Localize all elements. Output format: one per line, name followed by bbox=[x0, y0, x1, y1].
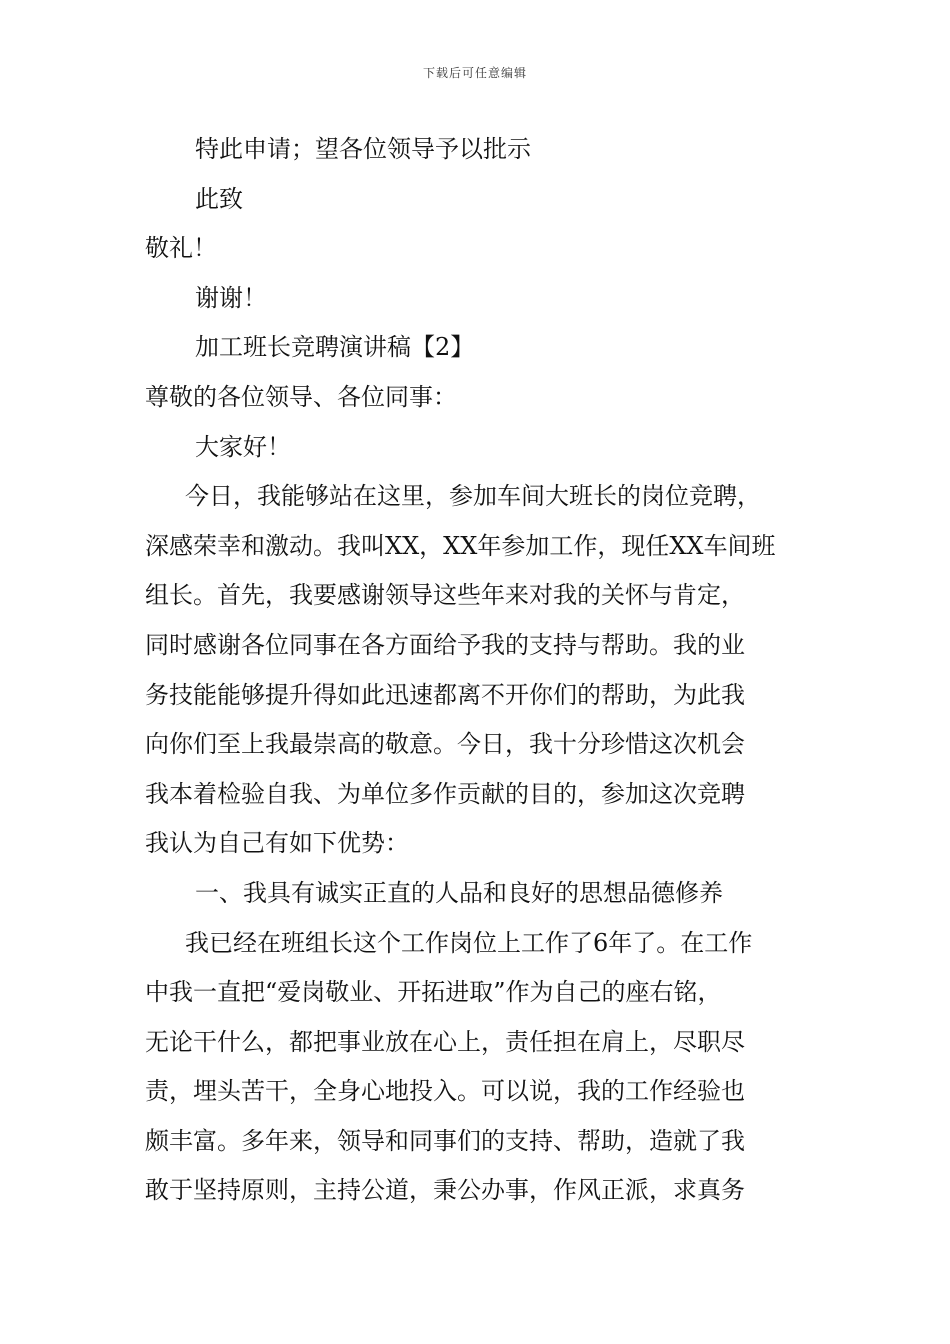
text-line: 我认为自己有如下优势： bbox=[145, 829, 409, 858]
text-line: 谢谢！ bbox=[195, 283, 267, 312]
text-line: 此致 bbox=[195, 184, 243, 213]
text-line: 务技能能够提升得如此迅速都离不开你们的帮助，为此我 bbox=[145, 680, 745, 709]
section-title: 加工班长竞聘演讲稿【2】 bbox=[195, 333, 475, 362]
text-line: 敢于坚持原则，主持公道，秉公办事，作风正派，求真务 bbox=[145, 1176, 745, 1205]
text-line: 无论干什么，都把事业放在心上，责任担在肩上，尽职尽 bbox=[145, 1027, 745, 1056]
text-line: 同时感谢各位同事在各方面给予我的支持与帮助。我的业 bbox=[145, 630, 745, 659]
text-line: 我本着检验自我、为单位多作贡献的目的，参加这次竞聘 bbox=[145, 779, 745, 808]
text-line: 责，埋头苦干，全身心地投入。可以说，我的工作经验也 bbox=[145, 1077, 745, 1106]
text-line: 今日，我能够站在这里，参加车间大班长的岗位竞聘， bbox=[185, 482, 761, 511]
salutation: 尊敬的各位领导、各位同事： bbox=[145, 382, 457, 411]
text-line: 敬礼！ bbox=[145, 234, 217, 263]
greeting: 大家好！ bbox=[195, 432, 291, 461]
text-line: 我已经在班组长这个工作岗位上工作了6年了。在工作 bbox=[185, 928, 753, 957]
text-line: 特此申请；望各位领导予以批示 bbox=[195, 135, 531, 163]
page-header: 下载后可任意编辑 bbox=[422, 66, 527, 80]
document-body bbox=[145, 125, 835, 1216]
text-line: 组长。首先，我要感谢领导这些年来对我的关怀与肯定， bbox=[145, 581, 745, 610]
text-line: 向你们至上我最崇高的敬意。今日，我十分珍惜这次机会 bbox=[145, 730, 745, 759]
text-line: 中我一直把“爱岗敬业、开拓进取”作为自己的座右铭， bbox=[145, 978, 722, 1007]
text-line: 颇丰富。多年来，领导和同事们的支持、帮助，造就了我 bbox=[145, 1126, 745, 1155]
subheading: 一、我具有诚实正直的人品和良好的思想品德修养 bbox=[195, 878, 723, 907]
text-line: 深感荣幸和激动。我叫XX，XX年参加工作，现任XX车间班 bbox=[145, 531, 776, 560]
